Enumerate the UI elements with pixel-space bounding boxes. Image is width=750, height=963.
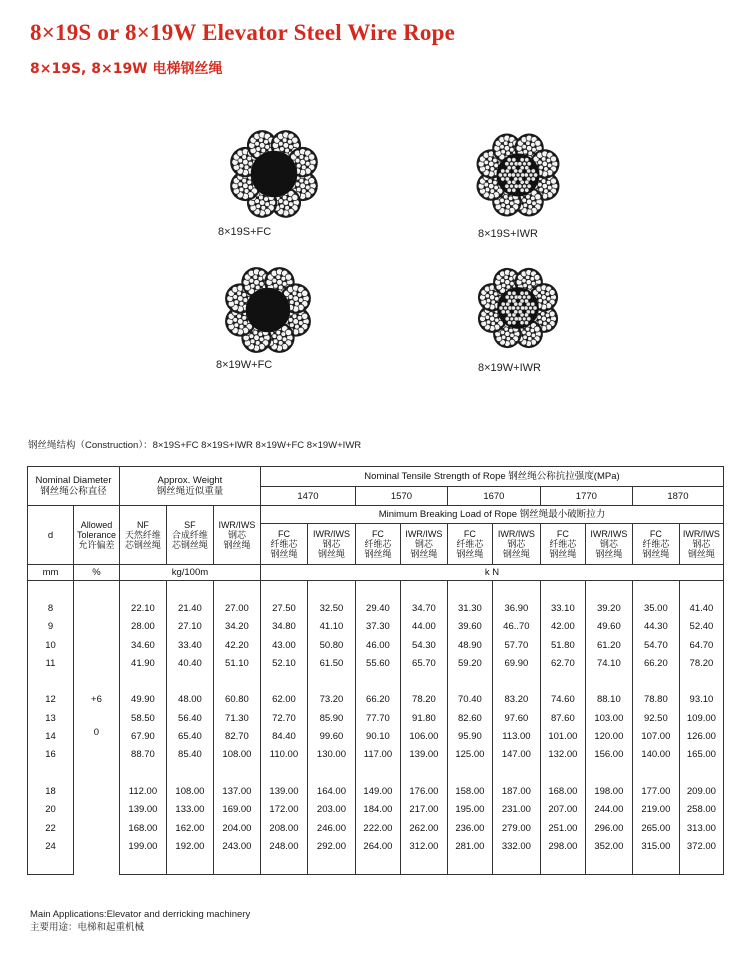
strength-1670: 1670 xyxy=(447,487,540,506)
load-cell: 91.80 xyxy=(400,709,447,727)
empty-cell xyxy=(260,581,307,600)
iwr-weight-cell: 169.00 xyxy=(213,801,260,819)
load-cell: 39.20 xyxy=(585,599,632,617)
load-cell: 219.00 xyxy=(632,801,679,819)
strength-1770: 1770 xyxy=(540,487,632,506)
main-applications-en: Main Applications:Elevator and derricking machinery xyxy=(30,909,251,920)
iwr-weight-cell: 27.00 xyxy=(213,599,260,617)
load-cell: 35.00 xyxy=(632,599,679,617)
load-cell: 132.00 xyxy=(540,746,585,764)
load-cell: 207.00 xyxy=(540,801,585,819)
load-cell: 312.00 xyxy=(400,837,447,855)
load-cell: 158.00 xyxy=(447,782,492,800)
diameter-cell: 10 xyxy=(28,636,74,654)
empty-cell xyxy=(355,855,400,874)
nf-weight-cell: 49.90 xyxy=(119,691,166,709)
load-cell: 41.40 xyxy=(679,599,723,617)
sf-weight-header: SF 合成纤维 芯钢丝绳 xyxy=(166,506,213,565)
iwr-load-header: IWR/IWS 钢芯 钢丝绳 xyxy=(307,524,355,565)
table-row xyxy=(28,709,724,727)
load-cell: 372.00 xyxy=(679,837,723,855)
strength-1570: 1570 xyxy=(355,487,447,506)
sf-weight-cell: 40.40 xyxy=(166,654,213,672)
empty-cell xyxy=(447,581,492,600)
table-row xyxy=(28,691,724,709)
load-cell: 61.50 xyxy=(307,654,355,672)
nf-weight-cell: 58.50 xyxy=(119,709,166,727)
empty-cell xyxy=(166,581,213,600)
fc-load-header: FC 纤维芯 钢丝绳 xyxy=(540,524,585,565)
iwr-load-header: IWR/IWS 钢芯 钢丝绳 xyxy=(492,524,540,565)
load-cell: 177.00 xyxy=(632,782,679,800)
diameter-cell: 13 xyxy=(28,709,74,727)
page-title: 8×19S or 8×19W Elevator Steel Wire Rope xyxy=(30,20,456,45)
load-cell: 78.20 xyxy=(400,691,447,709)
load-cell: 258.00 xyxy=(679,801,723,819)
d-header: d xyxy=(28,506,74,565)
load-cell: 82.60 xyxy=(447,709,492,727)
sf-weight-cell: 108.00 xyxy=(166,782,213,800)
load-cell: 55.60 xyxy=(355,654,400,672)
load-cell: 126.00 xyxy=(679,727,723,745)
tolerance-cell: +6 0 xyxy=(73,581,119,875)
approx-weight-header: Approx. Weight 钢丝绳近似重量 xyxy=(119,467,260,506)
load-cell: 83.20 xyxy=(492,691,540,709)
empty-cell xyxy=(307,855,355,874)
empty-cell xyxy=(632,764,679,782)
diameter-cell: 22 xyxy=(28,819,74,837)
load-cell: 44.30 xyxy=(632,618,679,636)
load-cell: 77.70 xyxy=(355,709,400,727)
fc-load-header: FC 纤维芯 钢丝绳 xyxy=(260,524,307,565)
empty-cell xyxy=(28,581,74,600)
load-cell: 34.80 xyxy=(260,618,307,636)
spacer-row xyxy=(28,855,724,874)
load-cell: 265.00 xyxy=(632,819,679,837)
empty-cell xyxy=(492,581,540,600)
nf-weight-cell: 34.60 xyxy=(119,636,166,654)
load-cell: 313.00 xyxy=(679,819,723,837)
empty-cell xyxy=(492,764,540,782)
load-cell: 74.60 xyxy=(540,691,585,709)
iwr-weight-cell: 34.20 xyxy=(213,618,260,636)
strength-1470: 1470 xyxy=(260,487,355,506)
load-cell: 37.30 xyxy=(355,618,400,636)
diameter-cell: 16 xyxy=(28,746,74,764)
empty-cell xyxy=(585,672,632,690)
load-cell: 59.20 xyxy=(447,654,492,672)
diameter-cell: 12 xyxy=(28,691,74,709)
diameter-cell: 11 xyxy=(28,654,74,672)
load-cell: 251.00 xyxy=(540,819,585,837)
spacer-row xyxy=(28,581,724,600)
load-cell: 93.10 xyxy=(679,691,723,709)
load-cell: 149.00 xyxy=(355,782,400,800)
load-cell: 198.00 xyxy=(585,782,632,800)
iwr-load-header: IWR/IWS 钢芯 钢丝绳 xyxy=(679,524,723,565)
load-cell: 41.10 xyxy=(307,618,355,636)
load-cell: 262.00 xyxy=(400,819,447,837)
load-cell: 147.00 xyxy=(492,746,540,764)
strength-1870: 1870 xyxy=(632,487,723,506)
load-cell: 315.00 xyxy=(632,837,679,855)
load-cell: 165.00 xyxy=(679,746,723,764)
empty-cell xyxy=(260,855,307,874)
table-row xyxy=(28,636,724,654)
empty-cell xyxy=(28,764,74,782)
empty-cell xyxy=(260,764,307,782)
load-cell: 42.00 xyxy=(540,618,585,636)
rope-cross-section-8x19w-fc xyxy=(213,262,323,358)
load-cell: 73.20 xyxy=(307,691,355,709)
table-row xyxy=(28,654,724,672)
iwr-weight-cell: 51.10 xyxy=(213,654,260,672)
empty-cell xyxy=(166,855,213,874)
load-cell: 140.00 xyxy=(632,746,679,764)
rope-core xyxy=(251,151,298,198)
empty-cell xyxy=(307,581,355,600)
empty-cell xyxy=(632,672,679,690)
nf-weight-cell: 112.00 xyxy=(119,782,166,800)
load-cell: 69.90 xyxy=(492,654,540,672)
nominal-diameter-header: Nominal Diameter 钢丝绳公称直径 xyxy=(28,467,120,506)
page-subtitle: 8×19S, 8×19W 电梯钢丝绳 xyxy=(30,61,223,77)
load-cell: 120.00 xyxy=(585,727,632,745)
nf-weight-cell: 88.70 xyxy=(119,746,166,764)
sf-weight-cell: 65.40 xyxy=(166,727,213,745)
load-cell: 36.90 xyxy=(492,599,540,617)
empty-cell xyxy=(213,855,260,874)
specification-table xyxy=(27,466,724,875)
iwr-weight-cell: 42.20 xyxy=(213,636,260,654)
nf-weight-cell: 139.00 xyxy=(119,801,166,819)
nf-weight-cell: 22.10 xyxy=(119,599,166,617)
load-cell: 130.00 xyxy=(307,746,355,764)
sf-weight-cell: 27.10 xyxy=(166,618,213,636)
fc-load-header: FC 纤维芯 钢丝绳 xyxy=(355,524,400,565)
load-cell: 217.00 xyxy=(400,801,447,819)
empty-cell xyxy=(540,764,585,782)
empty-cell xyxy=(119,764,166,782)
rope-label-8x19s-fc: 8×19S+FC xyxy=(218,226,272,238)
load-cell: 107.00 xyxy=(632,727,679,745)
rope-core xyxy=(246,288,291,333)
load-cell: 168.00 xyxy=(540,782,585,800)
load-cell: 61.20 xyxy=(585,636,632,654)
iwr-weight-cell: 108.00 xyxy=(213,746,260,764)
iwr-weight-cell: 82.70 xyxy=(213,727,260,745)
rope-cross-section-8x19w-iwr xyxy=(468,264,568,352)
iwr-load-header: IWR/IWS 钢芯 钢丝绳 xyxy=(585,524,632,565)
empty-cell xyxy=(355,581,400,600)
spacer-row xyxy=(28,672,724,690)
load-cell: 203.00 xyxy=(307,801,355,819)
table-row xyxy=(28,801,724,819)
sf-weight-cell: 162.00 xyxy=(166,819,213,837)
empty-cell xyxy=(28,672,74,690)
load-cell: 49.60 xyxy=(585,618,632,636)
load-cell: 117.00 xyxy=(355,746,400,764)
empty-cell xyxy=(540,672,585,690)
empty-cell xyxy=(679,764,723,782)
spacer-row xyxy=(28,764,724,782)
load-cell: 101.00 xyxy=(540,727,585,745)
unit-weight: kg/100m xyxy=(119,565,260,581)
rope-label-8x19s-iwr: 8×19S+IWR xyxy=(478,228,538,240)
load-cell: 156.00 xyxy=(585,746,632,764)
empty-cell xyxy=(166,764,213,782)
load-cell: 66.20 xyxy=(632,654,679,672)
sf-weight-cell: 56.40 xyxy=(166,709,213,727)
load-cell: 298.00 xyxy=(540,837,585,855)
load-cell: 62.00 xyxy=(260,691,307,709)
load-cell: 57.70 xyxy=(492,636,540,654)
load-cell: 85.90 xyxy=(307,709,355,727)
empty-cell xyxy=(492,855,540,874)
load-cell: 78.80 xyxy=(632,691,679,709)
load-cell: 352.00 xyxy=(585,837,632,855)
sf-weight-cell: 33.40 xyxy=(166,636,213,654)
load-cell: 74.10 xyxy=(585,654,632,672)
load-cell: 125.00 xyxy=(447,746,492,764)
diameter-cell: 14 xyxy=(28,727,74,745)
load-cell: 208.00 xyxy=(260,819,307,837)
load-cell: 44.00 xyxy=(400,618,447,636)
load-cell: 106.00 xyxy=(400,727,447,745)
allowed-tolerance-header: Allowed Tolerance 允许偏差 xyxy=(73,506,119,565)
load-cell: 236.00 xyxy=(447,819,492,837)
main-applications xyxy=(30,908,250,934)
unit-percent: % xyxy=(73,565,119,581)
load-cell: 34.70 xyxy=(400,599,447,617)
load-cell: 248.00 xyxy=(260,837,307,855)
diameter-cell: 24 xyxy=(28,837,74,855)
empty-cell xyxy=(400,855,447,874)
iwr-weight-cell: 60.80 xyxy=(213,691,260,709)
empty-cell xyxy=(679,581,723,600)
load-cell: 296.00 xyxy=(585,819,632,837)
load-cell: 292.00 xyxy=(307,837,355,855)
load-cell: 87.60 xyxy=(540,709,585,727)
load-cell: 78.20 xyxy=(679,654,723,672)
load-cell: 70.40 xyxy=(447,691,492,709)
load-cell: 52.10 xyxy=(260,654,307,672)
load-cell: 264.00 xyxy=(355,837,400,855)
load-cell: 65.70 xyxy=(400,654,447,672)
iwr-weight-cell: 71.30 xyxy=(213,709,260,727)
load-cell: 176.00 xyxy=(400,782,447,800)
table-row xyxy=(28,727,724,745)
empty-cell xyxy=(260,672,307,690)
table-row xyxy=(28,837,724,855)
load-cell: 92.50 xyxy=(632,709,679,727)
empty-cell xyxy=(355,672,400,690)
nf-weight-cell: 28.00 xyxy=(119,618,166,636)
load-cell: 72.70 xyxy=(260,709,307,727)
load-cell: 84.40 xyxy=(260,727,307,745)
empty-cell xyxy=(447,764,492,782)
nf-weight-cell: 199.00 xyxy=(119,837,166,855)
diameter-cell: 9 xyxy=(28,618,74,636)
empty-cell xyxy=(679,855,723,874)
empty-cell xyxy=(447,672,492,690)
empty-cell xyxy=(213,581,260,600)
empty-cell xyxy=(400,581,447,600)
empty-cell xyxy=(447,855,492,874)
nf-weight-cell: 67.90 xyxy=(119,727,166,745)
rope-cross-section-8x19s-iwr xyxy=(466,130,570,220)
load-cell: 54.70 xyxy=(632,636,679,654)
sf-weight-cell: 21.40 xyxy=(166,599,213,617)
load-cell: 139.00 xyxy=(400,746,447,764)
load-cell: 110.00 xyxy=(260,746,307,764)
load-cell: 32.50 xyxy=(307,599,355,617)
load-cell: 244.00 xyxy=(585,801,632,819)
load-cell: 187.00 xyxy=(492,782,540,800)
iwr-weight-header: IWR/IWS 钢芯 钢丝绳 xyxy=(213,506,260,565)
unit-mm: mm xyxy=(28,565,74,581)
empty-cell xyxy=(585,581,632,600)
iwr-load-header: IWR/IWS 钢芯 钢丝绳 xyxy=(400,524,447,565)
load-cell: 231.00 xyxy=(492,801,540,819)
load-cell: 184.00 xyxy=(355,801,400,819)
load-cell: 51.80 xyxy=(540,636,585,654)
diameter-cell: 18 xyxy=(28,782,74,800)
load-cell: 103.00 xyxy=(585,709,632,727)
table-row xyxy=(28,599,724,617)
empty-cell xyxy=(540,855,585,874)
empty-cell xyxy=(632,581,679,600)
load-cell: 46..70 xyxy=(492,618,540,636)
load-cell: 195.00 xyxy=(447,801,492,819)
load-cell: 246.00 xyxy=(307,819,355,837)
fc-load-header: FC 纤维芯 钢丝绳 xyxy=(632,524,679,565)
unit-load: k N xyxy=(260,565,723,581)
load-cell: 113.00 xyxy=(492,727,540,745)
nf-weight-cell: 168.00 xyxy=(119,819,166,837)
empty-cell xyxy=(585,764,632,782)
load-cell: 31.30 xyxy=(447,599,492,617)
iwr-weight-cell: 137.00 xyxy=(213,782,260,800)
rope-label-8x19w-iwr: 8×19W+IWR xyxy=(478,362,541,374)
table-row xyxy=(28,746,724,764)
fc-load-header: FC 纤维芯 钢丝绳 xyxy=(447,524,492,565)
table-row xyxy=(28,819,724,837)
load-cell: 332.00 xyxy=(492,837,540,855)
empty-cell xyxy=(119,855,166,874)
load-cell: 33.10 xyxy=(540,599,585,617)
load-cell: 43.00 xyxy=(260,636,307,654)
load-cell: 46.00 xyxy=(355,636,400,654)
diameter-cell: 20 xyxy=(28,801,74,819)
empty-cell xyxy=(213,764,260,782)
main-applications-cn: 主要用途：电梯和起重机械 xyxy=(30,922,145,933)
iwr-weight-cell: 243.00 xyxy=(213,837,260,855)
load-cell: 279.00 xyxy=(492,819,540,837)
sf-weight-cell: 133.00 xyxy=(166,801,213,819)
load-cell: 50.80 xyxy=(307,636,355,654)
table-row xyxy=(28,782,724,800)
load-cell: 48.90 xyxy=(447,636,492,654)
nf-weight-cell: 41.90 xyxy=(119,654,166,672)
load-cell: 27.50 xyxy=(260,599,307,617)
iwr-weight-cell: 204.00 xyxy=(213,819,260,837)
load-cell: 209.00 xyxy=(679,782,723,800)
empty-cell xyxy=(540,581,585,600)
load-cell: 90.10 xyxy=(355,727,400,745)
load-cell: 88.10 xyxy=(585,691,632,709)
load-cell: 62.70 xyxy=(540,654,585,672)
load-cell: 52.40 xyxy=(679,618,723,636)
sf-weight-cell: 85.40 xyxy=(166,746,213,764)
load-cell: 95.90 xyxy=(447,727,492,745)
empty-cell xyxy=(400,764,447,782)
load-cell: 99.60 xyxy=(307,727,355,745)
sf-weight-cell: 192.00 xyxy=(166,837,213,855)
construction-line: 钢丝绳结构（Construction）：8×19S+FC 8×19S+IWR 8×19W+FC 8×19W+IWR xyxy=(28,440,362,451)
rope-cross-section-8x19s-fc xyxy=(218,126,330,222)
empty-cell xyxy=(492,672,540,690)
rope-label-8x19w-fc: 8×19W+FC xyxy=(216,359,273,371)
load-cell: 109.00 xyxy=(679,709,723,727)
empty-cell xyxy=(307,764,355,782)
empty-cell xyxy=(585,855,632,874)
load-cell: 97.60 xyxy=(492,709,540,727)
empty-cell xyxy=(679,672,723,690)
load-cell: 64.70 xyxy=(679,636,723,654)
sf-weight-cell: 48.00 xyxy=(166,691,213,709)
nominal-tensile-header: Nominal Tensile Strength of Rope 钢丝绳公称抗拉强度(MPa) xyxy=(260,467,723,487)
load-cell: 164.00 xyxy=(307,782,355,800)
load-cell: 54.30 xyxy=(400,636,447,654)
diameter-cell: 8 xyxy=(28,599,74,617)
empty-cell xyxy=(632,855,679,874)
empty-cell xyxy=(119,672,166,690)
load-cell: 29.40 xyxy=(355,599,400,617)
empty-cell xyxy=(166,672,213,690)
empty-cell xyxy=(28,855,74,874)
empty-cell xyxy=(213,672,260,690)
load-cell: 139.00 xyxy=(260,782,307,800)
empty-cell xyxy=(119,581,166,600)
empty-cell xyxy=(400,672,447,690)
load-cell: 172.00 xyxy=(260,801,307,819)
load-cell: 281.00 xyxy=(447,837,492,855)
load-cell: 39.60 xyxy=(447,618,492,636)
empty-cell xyxy=(355,764,400,782)
load-cell: 66.20 xyxy=(355,691,400,709)
min-breaking-header: Minimum Breaking Load of Rope 钢丝绳最小破断拉力 xyxy=(260,506,723,524)
empty-cell xyxy=(307,672,355,690)
table-row xyxy=(28,618,724,636)
nf-weight-header: NF 天然纤维 芯钢丝绳 xyxy=(119,506,166,565)
load-cell: 222.00 xyxy=(355,819,400,837)
